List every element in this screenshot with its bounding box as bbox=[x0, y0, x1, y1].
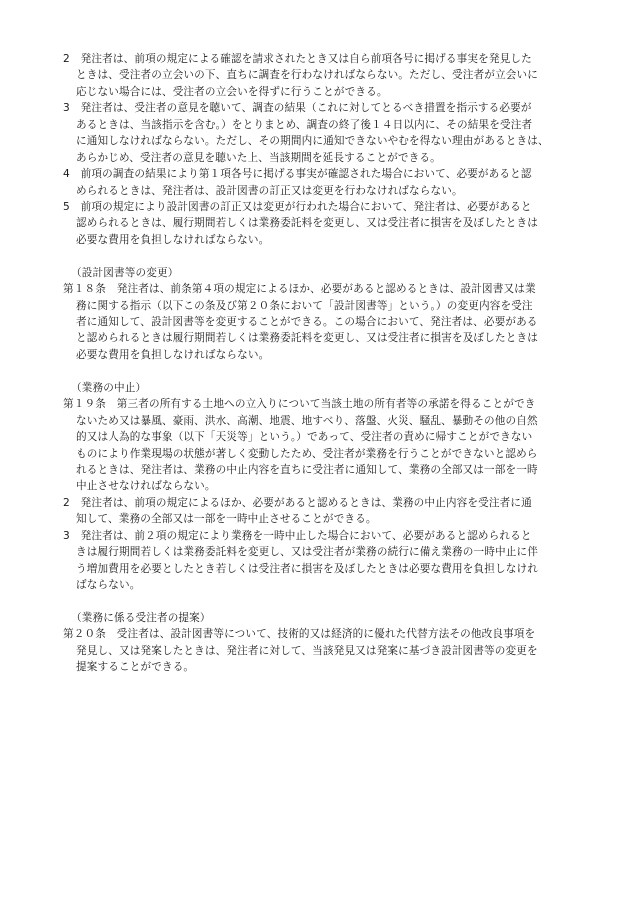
paragraph-line: 3 発注者は、前２項の規定により業務を一時中止した場合において、必要があると認められると bbox=[63, 529, 532, 542]
paragraph bbox=[63, 51, 610, 100]
paragraph-line: められるときは、発注者は、設計図書の訂正又は変更を行わなければならない。 bbox=[76, 184, 463, 197]
paragraph-line: ばならない。 bbox=[76, 579, 141, 591]
paragraph-line: 2 発注者は、前項の規定による確認を請求されたとき又は自ら前項各号に掲げる事実を発見した bbox=[63, 53, 532, 65]
paragraph-line: 3 発注者は、受注者の意見を聴いて、調査の結果（これに対してとるべき措置を指示する必要が bbox=[63, 102, 532, 115]
paragraph-line: 応じない場合には、受注者の立会いを得ずに行うことができる。 bbox=[76, 85, 388, 98]
blank-line bbox=[63, 363, 610, 379]
paragraph-line: 知して、業務の全部又は一部を一時中止させることができる。 bbox=[76, 513, 377, 526]
paragraph-line: 4 前項の調査の結果により第１項各号に掲げる事実が確認された場合において、必要があると認 bbox=[63, 168, 532, 181]
paragraph-line: ないため又は暴風、豪雨、洪水、高潮、地震、地すべり、落盤、火災、騒乱、暴動その他の自然 bbox=[76, 414, 538, 427]
paragraph-line: 発見し、又は発案したときは、発注者に対して、当該発見又は発案に基づき設計図書等の変更を bbox=[76, 644, 538, 657]
paragraph-line: 必要な費用を負担しなければならない。 bbox=[76, 233, 270, 246]
paragraph bbox=[63, 626, 610, 675]
paragraph-line: 的又は人為的な事象（以下「天災等」という。）であって、受注者の責めに帰すことができない bbox=[76, 431, 533, 444]
paragraph-line: と認められるときは履行期間若しくは業務委託料を変更し、又は受注者に損害を及ぼしたときは bbox=[76, 332, 538, 345]
paragraph-line: 必要な費用を負担しなければならない。 bbox=[76, 348, 270, 361]
paragraph-line: れるときは、発注者は、業務の中止内容を直ちに受注者に通知して、業務の全部又は一部を一時 bbox=[76, 463, 538, 476]
paragraph bbox=[63, 495, 610, 528]
paragraph-line: あらかじめ、受注者の意見を聴いた上、当該期間を延長することができる。 bbox=[76, 151, 441, 164]
paragraph-line: 2 発注者は、前項の規定によるほか、必要があると認めるときは、業務の中止内容を受注者に通 bbox=[63, 496, 532, 509]
paragraph bbox=[63, 166, 610, 199]
section-heading: （業務に係る受注者の提案） bbox=[71, 611, 211, 624]
blank-line bbox=[63, 593, 610, 609]
paragraph-line: 第１８条 発注者は、前条第４項の規定によるほか、必要があると認めるときは、設計図書又は業 bbox=[63, 283, 536, 296]
paragraph-line: 者に通知して、設計図書等を変更することができる。この場合において、発注者は、必要がある bbox=[76, 316, 538, 328]
paragraph bbox=[63, 100, 610, 166]
paragraph bbox=[63, 528, 610, 594]
paragraph bbox=[63, 281, 610, 363]
paragraph-line: 第２０条 受注者は、設計図書等について、技術的又は経済的に優れた代替方法その他改良事項を bbox=[63, 628, 536, 641]
paragraph-line: に通知しなければならない。ただし、その期間内に通知できないやむを得ない理由があるときは、 bbox=[76, 135, 549, 148]
paragraph-line: きは履行期間若しくは業務委託料を変更し、又は受注者が業務の続行に備え業務の一時中止に伴 bbox=[76, 546, 538, 559]
paragraph-line: 務に関する指示（以下この条及び第２０条において「設計図書等」という。）の変更内容を受注 bbox=[76, 299, 533, 312]
section-heading: （設計図書等の変更） bbox=[71, 266, 179, 279]
paragraph-line: あるときは、当該指示を含む。）をとりまとめ、調査の終了後１４日以内に、その結果を受注者 bbox=[76, 118, 533, 131]
paragraph bbox=[63, 199, 610, 248]
paragraph-line: 5 前項の規定により設計図書の訂正又は変更が行われた場合において、発注者は、必要があると bbox=[63, 200, 532, 213]
paragraph-line: う増加費用を必要としたとき若しくは受注者に損害を及ぼしたときは必要な費用を負担しなけれ bbox=[76, 562, 538, 575]
paragraph-line: 認められるときは、履行期間若しくは業務委託料を変更し、又は受注者に損害を及ぼしたときは bbox=[76, 217, 538, 230]
section-heading: （業務の中止） bbox=[71, 381, 147, 394]
paragraph bbox=[63, 396, 610, 495]
paragraph-line: 中止させなければならない。 bbox=[76, 480, 216, 493]
blank-line bbox=[63, 248, 610, 264]
paragraph-line: ときは、受注者の立会いの下、直ちに調査を行わなければならない。ただし、受注者が立会いに bbox=[76, 69, 538, 82]
paragraph-line: 第１９条 第三者の所有する土地への立入りについて当該土地の所有者等の承諾を得ることができ bbox=[63, 398, 536, 411]
paragraph-line: ものにより作業現場の状態が著しく変動したため、受注者が業務を行うことができないと認めら bbox=[76, 447, 538, 460]
paragraph-line: 提案することができる。 bbox=[76, 661, 195, 674]
